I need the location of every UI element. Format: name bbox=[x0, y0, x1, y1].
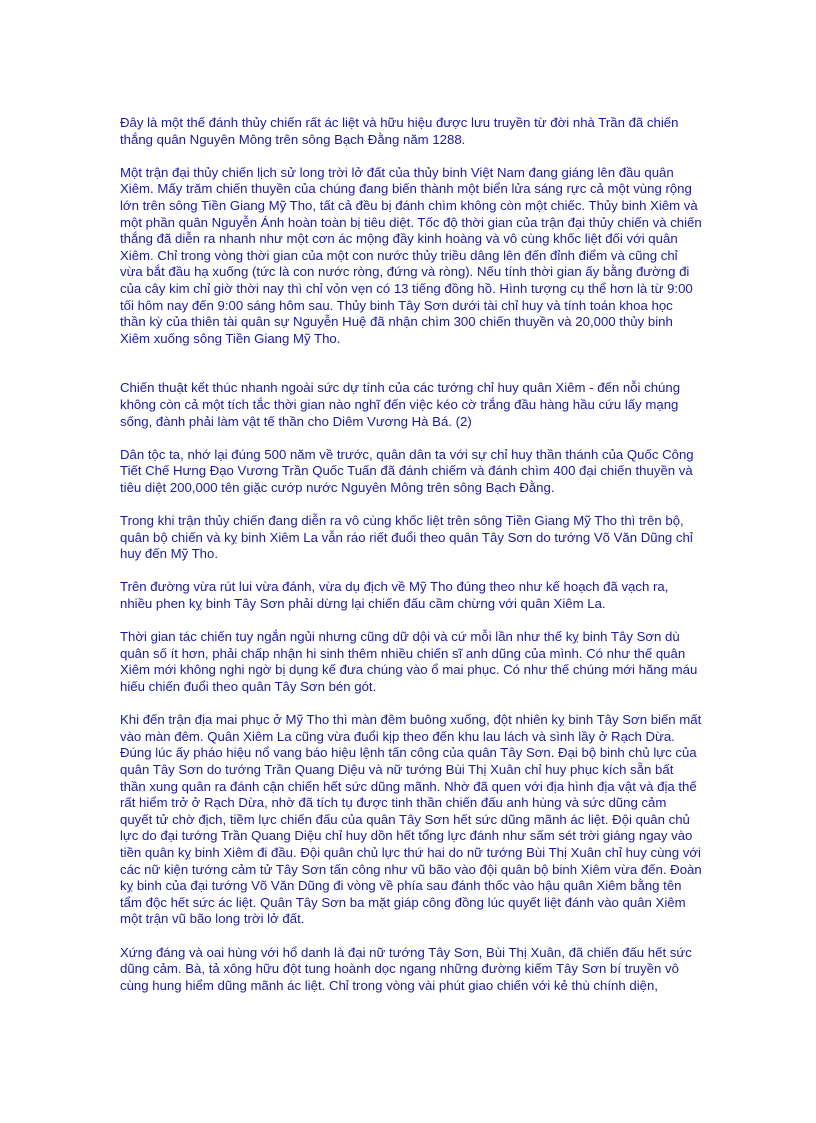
paragraph-4: Dân tộc ta, nhớ lại đúng 500 năm về trước, quân dân ta với sự chỉ huy thần thánh của Quốc Công Tiết Chế Hưng Đạo Vương Trần Quốc Tuấn đã đánh chiếm và đánh chìm 400 đại chiến thuyền và tiêu diệt 200,000 tên giặc cướp nước Nguyên Mông trên sông Bạch Đằng. bbox=[120, 446, 694, 495]
paragraph-2: Một trận đại thủy chiến lịch sử long trời lở đất của thủy binh Việt Nam đang giáng lên đầu quân Xiêm. Mấy trăm chiến thuyền của chúng đang biến thành một biển lửa sáng rực cả một vùng rộng lớn trên sông Tiền Giang Mỹ Tho, tất cả đều bị đánh chìm không còn một chiếc. Thủy binh Xiêm và một phần quân Nguyễn Ánh hoàn toàn bị tiêu diệt. Tốc độ thời gian của trận đại thủy chiến và chiến thắng đã diễn ra nhanh như một cơn ác mộng đầy kinh hoàng và vô cùng khốc liệt đối với quân Xiêm. Chỉ trong vòng thời gian của một con nước thủy triều dâng lên đến đỉnh điểm và cũng chỉ vừa bắt đầu hạ xuống (tức là con nước ròng, đứng và ròng). Nếu tính thời gian ấy bằng đường đi của cây kim chỉ giờ thời nay thì chỉ vỏn vẹn có 13 tiếng đồng hồ. Hình tượng cụ thể hơn là từ 9:00 tối hôm nay đến 9:00 sáng hôm sau. Thủy binh Tây Sơn dưới tài chỉ huy và tính toán khoa học thần kỳ của thiên tài quân sự Nguyễn Huệ đã nhận chìm 300 chiến thuyền và 20,000 thủy binh Xiêm xuống sông Tiền Giang Mỹ Tho. bbox=[120, 164, 702, 346]
document-page bbox=[120, 115, 702, 1011]
paragraph-1: Đây là một thế đánh thủy chiến rất ác liệt và hữu hiệu được lưu truyền từ đời nhà Trần đã chiến thắng quân Nguyên Mông trên sông Bạch Đằng năm 1288. bbox=[120, 115, 679, 147]
paragraph-3: Chiến thuật kết thúc nhanh ngoài sức dự tính của các tướng chỉ huy quân Xiêm - đến nỗi chúng không còn cả một tích tắc thời gian nào nghĩ đến việc kéo cờ trắng đầu hàng hầu cứu lấy mạng sống, đành phải làm vật tế thần cho Diêm Vương Hà Bá. (2) bbox=[120, 380, 681, 429]
paragraph-8: Khi đến trận địa mai phục ở Mỹ Tho thì màn đêm buông xuống, đột nhiên kỵ binh Tây Sơn biến mất vào màn đêm. Quân Xiêm La cũng vừa đuổi kịp theo đến khu lau lách và sình lầy ở Rạch Dừa. Đúng lúc ấy pháo hiệu nổ vang báo hiệu lệnh tấn công của quân Tây Sơn. Đại bộ binh chủ lực của quân Tây Sơn do tướng Trần Quang Diệu và nữ tướng Bùi Thị Xuân chỉ huy phục kích sẵn bất thần xung quân ra đánh cận chiến hết sức dũng mãnh. Nhờ đã quen với địa hình địa vật và địa thế rất hiểm trở ở Rạch Dừa, nhờ đã tích tụ được tinh thần chiến đấu anh hùng và sức dũng cảm quyết tử chờ địch, tiềm lực chiến đấu của quân Tây Sơn hết sức dũng mãnh ác liệt. Đội quân chủ lực do đại tướng Trần Quang Diệu chỉ huy dồn hết tổng lực đánh như sấm sét trời giáng ngay vào tiền quân kỵ binh Xiêm đi đầu. Đội quân chủ lực thứ hai do nữ tướng Bùi Thị Xuân chỉ huy cùng với các nữ kiện tướng cảm tử Tây Sơn tấn công như vũ bão vào đội quân bộ binh Xiêm vừa đến. Đoàn kỵ binh của đại tướng Võ Văn Dũng đi vòng về phía sau đánh thốc vào hậu quân Xiêm bằng tên tẩm độc hết sức ác liệt. Quân Tây Sơn ba mặt giáp công đồng lúc quyết liệt đánh vào quân Xiêm một trận vũ bão long trời lở đất. bbox=[120, 712, 702, 927]
paragraph-6: Trên đường vừa rút lui vừa đánh, vừa dụ địch về Mỹ Tho đúng theo như kế hoạch đã vạch ra, nhiều phen kỵ binh Tây Sơn phải dừng lại chiến đấu cầm chừng với quân Xiêm La. bbox=[120, 579, 669, 612]
paragraph-9: Xứng đáng và oai hùng với hổ danh là đại nữ tướng Tây Sơn, Bùi Thị Xuân, đã chiến đấu hết sức dũng cảm. Bà, tả xông hữu đột tung hoành dọc ngang những đường kiếm Tây Sơn bí truyền vô cùng hung hiểm dũng mãnh ác liệt. Chỉ trong vòng vài phút giao chiến với kẻ thù chính diện, bbox=[120, 944, 692, 993]
paragraph-7: Thời gian tác chiến tuy ngắn ngủi nhưng cũng dữ dội và cứ mỗi lần như thế kỵ binh Tây Sơn dù quân số ít hơn, phải chấp nhận hi sinh thêm nhiều chiến sĩ anh dũng của mình. Có như thế quân Xiêm mới không nghi ngờ bị dụng kế đưa chúng vào ổ mai phục. Có như thế chúng mới hăng máu hiếu chiến đuổi theo quân Tây Sơn bén gót. bbox=[120, 629, 698, 694]
paragraph-5: Trong khi trận thủy chiến đang diễn ra vô cùng khốc liệt trên sông Tiền Giang Mỹ Tho thì trên bộ, quân bộ chiến và kỵ binh Xiêm La vẫn ráo riết đuổi theo quân Tây Sơn do tướng Võ Văn Dũng chỉ huy đến Mỹ Tho. bbox=[120, 513, 693, 562]
